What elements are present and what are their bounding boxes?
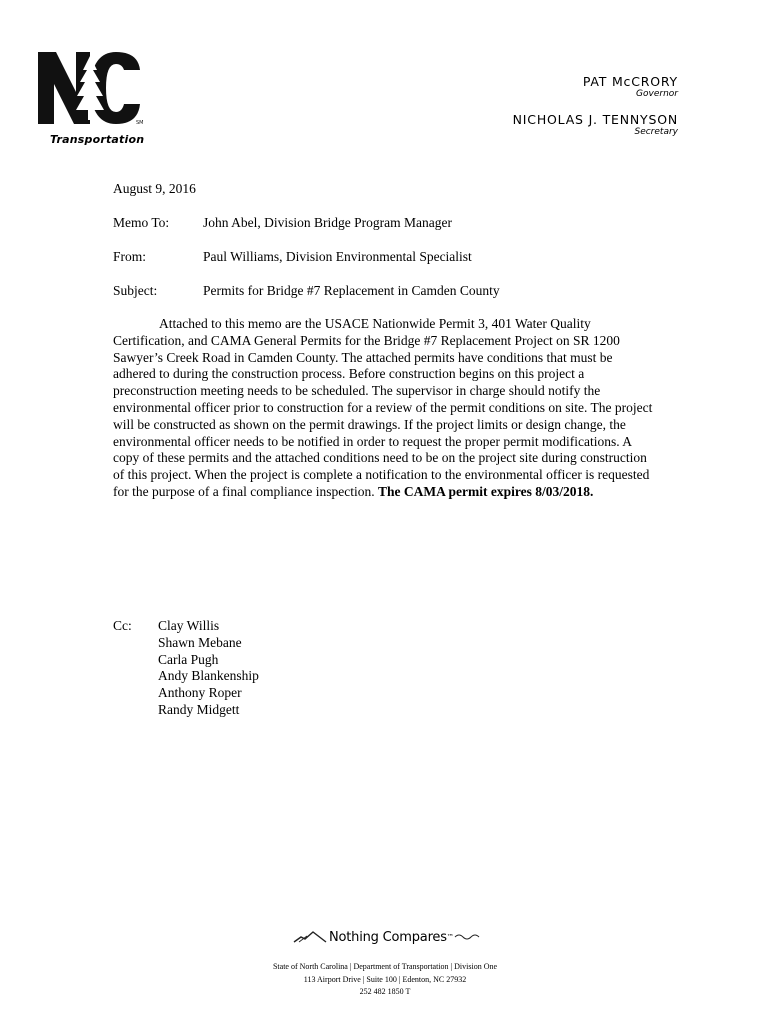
memo-subject-row	[113, 283, 500, 299]
footer-address	[0, 961, 770, 999]
memo-from-label: From:	[113, 249, 147, 264]
officials-block	[513, 74, 678, 138]
memo-to-label: Memo To:	[113, 215, 170, 230]
memo-subject-value: Permits for Bridge #7 Replacement in Camden County	[203, 283, 500, 298]
memo-body	[113, 316, 658, 501]
cc-name: Shawn Mebane	[158, 634, 242, 650]
memo-to-row	[113, 215, 452, 231]
cc-list	[158, 618, 259, 719]
footer-line-1: State of North Carolina | Department of Transportation | Division One	[272, 962, 498, 971]
cc-label: Cc:	[113, 618, 132, 633]
trademark-mark: ™	[446, 933, 454, 941]
slogan-text: Nothing Compares	[329, 929, 447, 945]
cc-name: Carla Pugh	[158, 651, 219, 667]
memo-date: August 9, 2016	[113, 181, 196, 196]
memo-from-value: Paul Williams, Division Environmental Specialist	[203, 249, 472, 264]
wave-icon	[454, 932, 480, 942]
memo-to-value: John Abel, Division Bridge Program Manager	[203, 215, 452, 230]
logo-subtitle: Transportation	[50, 133, 145, 146]
mountain-icon	[293, 930, 327, 944]
footer-line-2: 113 Airport Drive | Suite 100 | Edenton, NC 27932	[303, 974, 467, 984]
nc-logo-graphic	[34, 48, 146, 128]
memo-body-bold: The CAMA permit expires 8/03/2018.	[378, 483, 594, 499]
cc-name: Clay Willis	[158, 618, 220, 633]
secretary-title: Secretary	[634, 127, 678, 137]
governor-name: PAT McCRORY	[582, 74, 678, 89]
governor-title: Governor	[636, 89, 678, 99]
cc-name: Anthony Roper	[158, 685, 242, 701]
slogan	[293, 926, 483, 948]
cc-block	[113, 618, 259, 719]
memo-body-text: Attached to this memo are the USACE Nationwide Permit 3, 401 Water Quality Certification, and CAMA General Permits for the Bridge #7 Replacement Project on SR 1200 Sawyer’s Creek Road in Camden County. The attached permits have conditions that must be adhered to during the construction process. Before construction begins on this project a preconstruction meeting needs to be scheduled. The supervisor in charge should notify the environmental officer prior to construction for a review of the permit conditions on site. The project will be constructed as shown on the permit drawings. If the project limits or design change, the environmental officer needs to be notified in order to request the proper permit modifications. A copy of these permits and the attached conditions need to be on the project site during construction of this project. When the project is complete a notification to the environmental officer is requested for the purpose of a final compliance inspection.	[113, 316, 653, 499]
svg-text:SM: SM	[136, 120, 144, 126]
memo-from-row	[113, 249, 472, 265]
memo-subject-label: Subject:	[113, 283, 158, 298]
cc-name: Randy Midgett	[158, 701, 240, 717]
ncdot-logo	[34, 48, 146, 128]
cc-name: Andy Blankenship	[158, 668, 259, 684]
secretary-name: NICHOLAS J. TENNYSON	[512, 112, 678, 127]
footer-line-3: 252 482 1850 T	[359, 987, 411, 996]
